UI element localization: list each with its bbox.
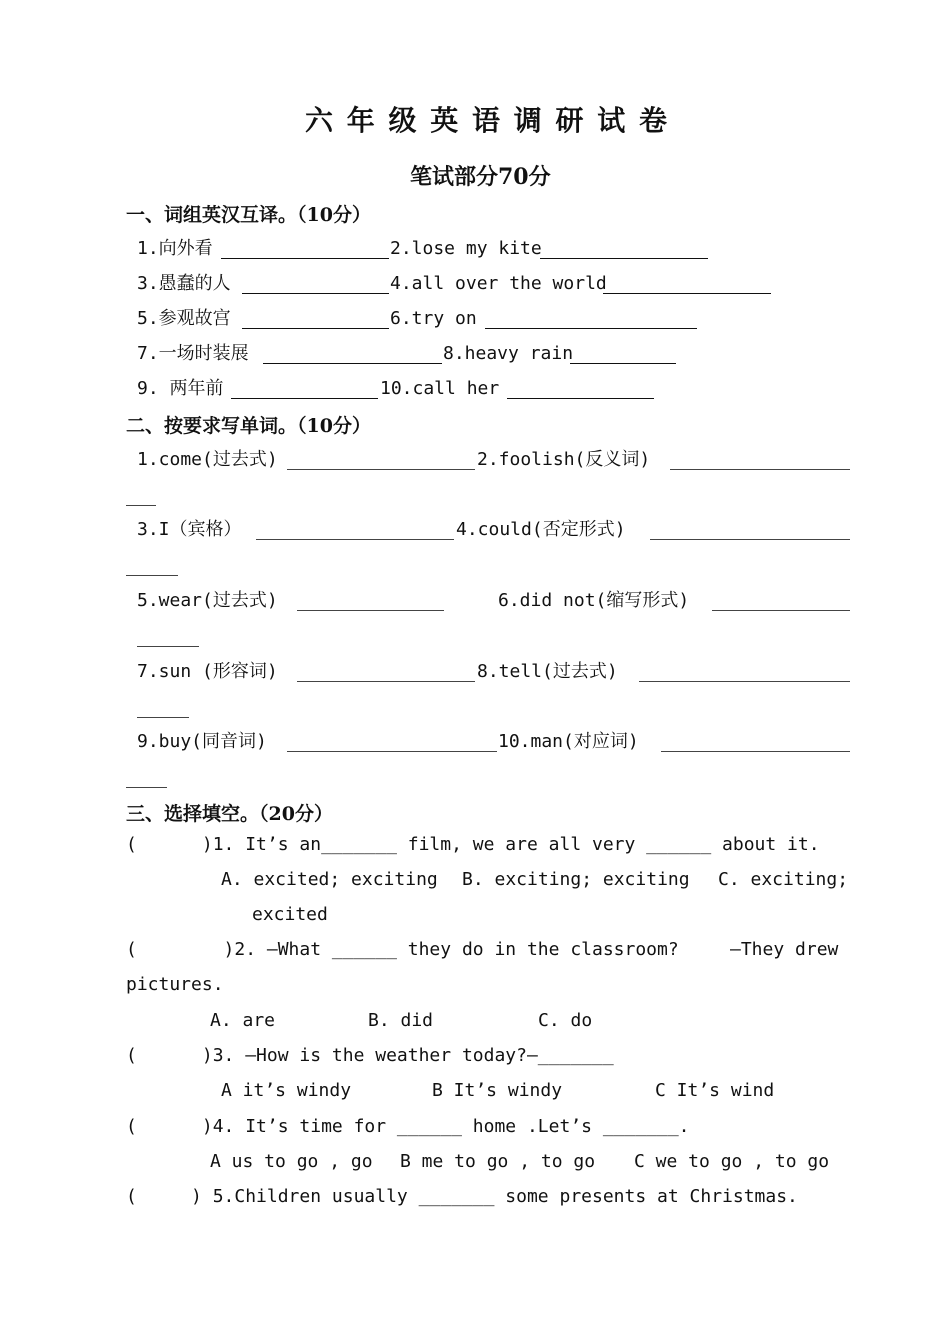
page-subtitle: 笔试部分70分 [410,164,551,190]
answer-blank-cont[interactable] [126,575,178,576]
s1-item-7: 7.一场时装展 [137,343,249,364]
s2-item-1: 1.come(过去式) [137,449,278,470]
s1-item-6: 6.try on [390,308,477,329]
q2-stem-cont: pictures. [126,974,224,995]
answer-blank[interactable] [570,363,676,364]
answer-blank[interactable] [661,751,850,752]
s1-item-10: 10.call her [380,378,500,399]
s2-item-8: 8.tell(过去式) [477,661,618,682]
answer-blank[interactable] [287,469,475,470]
s2-item-7: 7.sun (形容词) [137,661,278,682]
q3-option-a[interactable]: A it’s windy [221,1080,352,1101]
page-title: 六 年 级 英 语 调 研 试 卷 [305,104,669,137]
s2-item-2: 2.foolish(反义词) [477,449,651,470]
q3-option-b[interactable]: B It’s windy [432,1080,563,1101]
answer-blank[interactable] [231,398,378,399]
answer-blank[interactable] [507,398,654,399]
q1-option-c-cont: excited [252,904,328,925]
s2-item-3: 3.I（宾格） [137,519,242,540]
section1-heading: 一、词组英汉互译。（10分） [126,204,371,226]
answer-blank[interactable] [256,539,454,540]
answer-blank[interactable] [242,293,389,294]
answer-blank[interactable] [242,328,389,329]
q3-stem: ( )3. —How is the weather today?—_______ [126,1045,614,1066]
q2-stem: ( )2. —What ______ they do in the classroom? [126,939,679,960]
q1-option-b[interactable]: B. exciting; exciting [462,869,690,890]
q2-reply: —They drew [730,939,839,960]
s2-item-10: 10.man(对应词) [498,731,639,752]
q4-option-c[interactable]: C we to go , to go [634,1151,830,1172]
answer-blank[interactable] [603,293,771,294]
q1-stem: ( )1. It’s an_______ film, we are all very ______ about it. [126,834,820,855]
q2-option-a[interactable]: A. are [210,1010,276,1031]
answer-blank[interactable] [297,681,475,682]
s1-item-5: 5.参观故宫 [137,308,231,329]
q4-option-b[interactable]: B me to go , to go [400,1151,596,1172]
section3-heading: 三、选择填空。（20分） [126,803,333,825]
q2-option-b[interactable]: B. did [368,1010,434,1031]
s2-item-5: 5.wear(过去式) [137,590,278,611]
s1-item-2: 2.lose my kite [390,238,542,259]
q2-option-c[interactable]: C. do [538,1010,593,1031]
answer-blank[interactable] [670,469,850,470]
section2-heading: 二、按要求写单词。（10分） [126,415,371,437]
s1-item-8: 8.heavy rain [443,343,574,364]
s2-item-6: 6.did not(缩写形式) [498,590,690,611]
answer-blank[interactable] [650,539,850,540]
s1-item-1: 1.向外看 [137,238,213,259]
answer-blank[interactable] [263,363,442,364]
s1-item-9: 9. 两年前 [137,378,224,399]
s2-item-4: 4.could(否定形式) [456,519,626,540]
q3-option-c[interactable]: C It’s wind [655,1080,775,1101]
answer-blank-cont[interactable] [137,717,189,718]
s2-item-9: 9.buy(同音词) [137,731,267,752]
answer-blank[interactable] [297,610,444,611]
q4-option-a[interactable]: A us to go , go [210,1151,373,1172]
s1-item-4: 4.all over the world [390,273,607,294]
q5-stem: ( ) 5.Children usually _______ some presents at Christmas. [126,1186,798,1207]
q1-option-c[interactable]: C. exciting; [718,869,849,890]
answer-blank-cont[interactable] [126,505,156,506]
answer-blank[interactable] [485,328,697,329]
s1-item-3: 3.愚蠢的人 [137,273,231,294]
answer-blank[interactable] [540,258,708,259]
answer-blank[interactable] [287,751,497,752]
q4-stem: ( )4. It’s time for ______ home .Let’s _______. [126,1116,690,1137]
answer-blank-cont[interactable] [126,787,167,788]
answer-blank-cont[interactable] [137,646,199,647]
answer-blank[interactable] [221,258,389,259]
answer-blank[interactable] [712,610,850,611]
answer-blank[interactable] [639,681,850,682]
q1-option-a[interactable]: A. excited; exciting [221,869,438,890]
